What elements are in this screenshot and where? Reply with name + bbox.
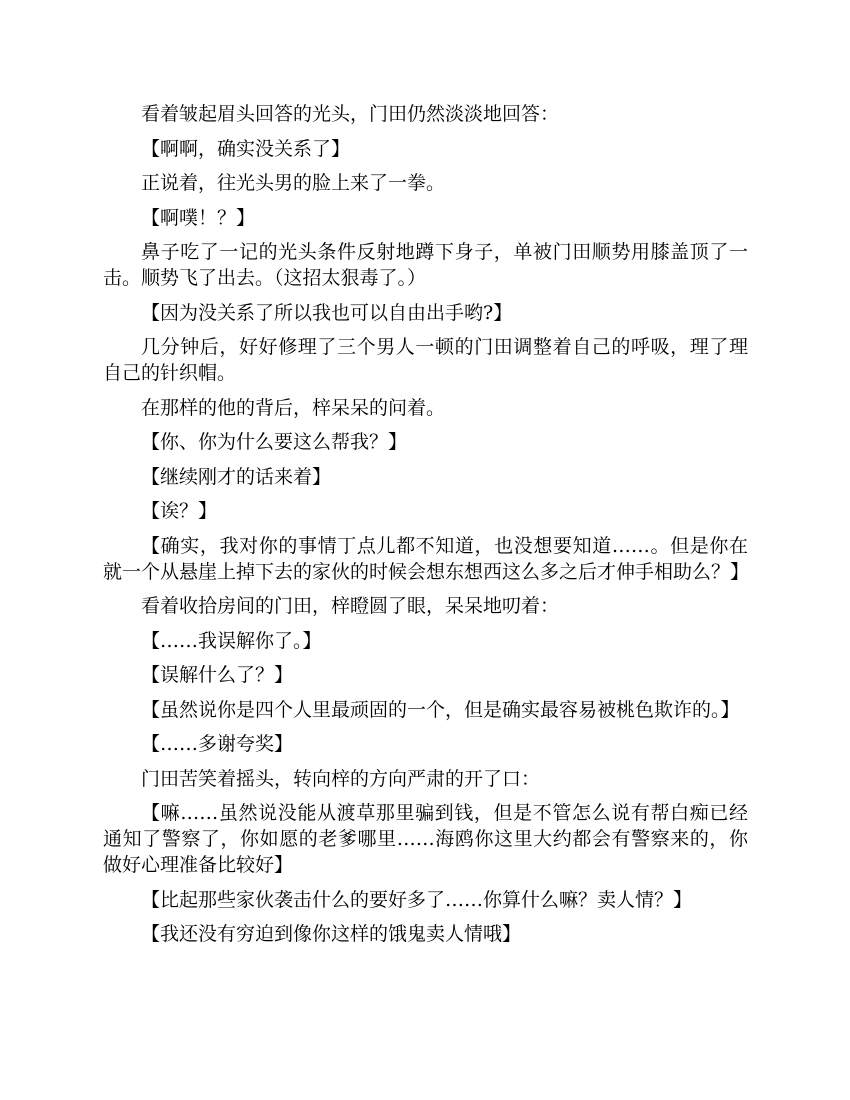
paragraph: 看着皱起眉头回答的光头，门田仍然淡淡地回答： <box>141 103 560 125</box>
paragraph: 【误解什么了？】 <box>141 664 294 686</box>
body-text <box>103 101 748 956</box>
paragraph: 鼻子吃了一记的光头条件反射地蹲下身子，单被门田顺势用膝盖顶了一击。顺势飞了出去。（这招太狠毒了。） <box>103 241 748 289</box>
paragraph: 【虽然说你是四个人里最顽固的一个，但是确实最容易被桃色欺诈的。】 <box>141 698 740 721</box>
paragraph: 正说着，往光头男的脸上来了一拳。 <box>141 172 446 194</box>
paragraph: 门田苦笑着摇头，转向梓的方向严肃的开了口： <box>141 767 541 790</box>
paragraph: 【嘛……虽然说没能从渡草那里骗到钱，但是不管怎么说有帮白痴已经通知了警察了，你如愿的老爹哪里……海鸥你这里大约都会有警察来的，你做好心理准备比较好】 <box>103 802 748 876</box>
paragraph: 【……多谢夸奖】 <box>141 733 294 755</box>
paragraph: 【比起那些家伙袭击什么的要好多了……你算什么嘛？卖人情？】 <box>141 888 693 911</box>
paragraph: 看着收拾房间的门田，梓瞪圆了眼，呆呆地叨着： <box>141 595 560 617</box>
paragraph: 几分钟后，好好修理了三个男人一顿的门田调整着自己的呼吸，理了理自己的针织帽。 <box>103 336 748 384</box>
paragraph: 【因为没关系了所以我也可以自由出手哟?】 <box>141 301 513 324</box>
paragraph: 【……我误解你了。】 <box>141 629 322 652</box>
paragraph: 【你、你为什么要这么帮我？】 <box>141 431 408 453</box>
paragraph: 【确实，我对你的事情丁点儿都不知道，也没想要知道……。但是你在就一个从悬崖上掉下去的家伙的时候会想东想西这么多之后才伸手相助么？】 <box>103 534 750 583</box>
paragraph: 在那样的他的背后，梓呆呆的问着。 <box>141 396 446 419</box>
paragraph: 【继续刚才的话来着】 <box>141 465 332 488</box>
paragraph: 【诶？】 <box>141 500 218 522</box>
paragraph: 【啊啊，确实没关系了】 <box>141 137 351 160</box>
paragraph: 【我还没有穷迫到像你这样的饿鬼卖人情哦】 <box>141 923 522 945</box>
paragraph: 【啊噗！？】 <box>141 206 256 229</box>
